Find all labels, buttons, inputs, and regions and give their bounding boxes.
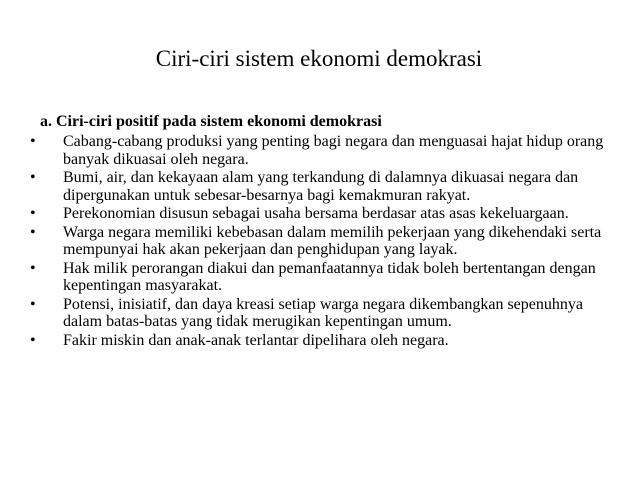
bullet-icon: • <box>30 205 36 222</box>
bullet-item <box>30 205 615 223</box>
bullet-item <box>30 260 615 295</box>
bullet-icon: • <box>30 223 36 241</box>
slide-title: Ciri-ciri sistem ekonomi demokrasi <box>155 46 483 71</box>
bullet-text: Warga negara memiliki kebebasan dalam memilih pekerjaan yang dikehendaki serta mempunyai hak akan pekerjaan dan penghidupan yang layak. <box>63 223 602 258</box>
bullet-item <box>30 332 615 350</box>
bullet-text: Potensi, inisiatif, dan daya kreasi setiap warga negara dikembangkan sepenuhnya dalam batas-batas yang tidak merugikan kepentingan umum. <box>63 295 583 330</box>
bullet-text: Cabang-cabang produksi yang penting bagi negara dan menguasai hajat hidup orang banyak dikuasai oleh negara. <box>63 133 604 168</box>
bullet-icon: • <box>30 133 36 150</box>
subheading: a. Ciri-ciri positif pada sistem ekonomi demokrasi <box>40 113 382 130</box>
bullet-text: Perekonomian disusun sebagai usaha bersama berdasar atas asas kekeluargaan. <box>63 205 569 222</box>
bullet-icon: • <box>30 169 36 186</box>
bullet-icon: • <box>30 331 36 349</box>
bullet-icon: • <box>30 295 36 313</box>
bullet-list <box>30 133 615 350</box>
bullet-item <box>30 224 615 259</box>
bullet-icon: • <box>30 259 36 277</box>
bullet-text: Hak milik perorangan diakui dan pemanfaatannya tidak boleh bertentangan dengan kepentingan masyarakat. <box>63 259 596 294</box>
bullet-text: Bumi, air, dan kekayaan alam yang terkandung di dalamnya dikuasai negara dan dipergunakan untuk sebesar-besarnya bagi kemakmuran rakyat. <box>63 169 579 204</box>
bullet-text: Fakir miskin dan anak-anak terlantar dipelihara oleh negara. <box>63 331 449 349</box>
bullet-item <box>30 296 615 331</box>
bullet-item <box>30 133 615 168</box>
bullet-item <box>30 169 615 204</box>
